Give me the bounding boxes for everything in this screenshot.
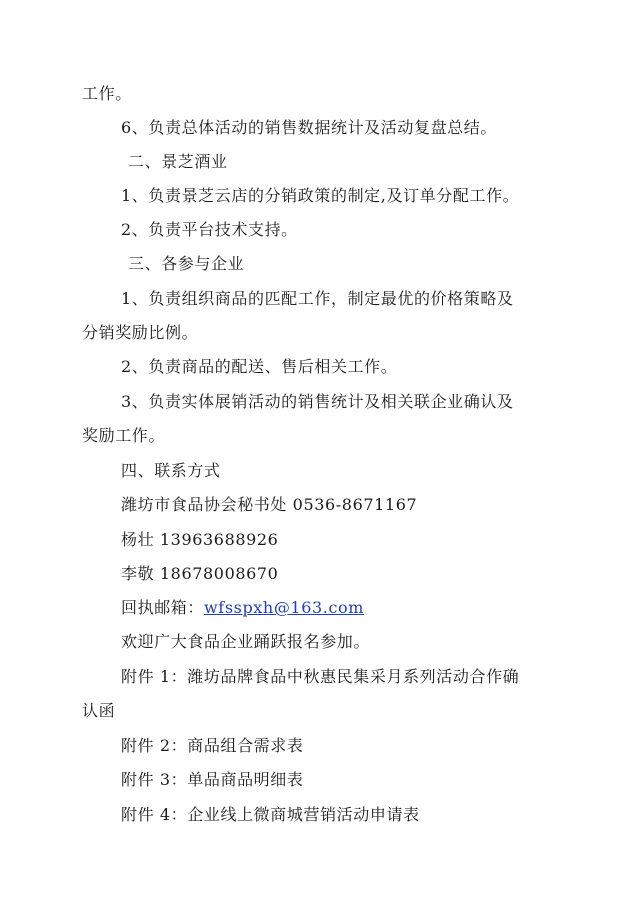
receipt-email-line [121,598,364,618]
attachment-line: 认函 [82,701,116,720]
attachment-line: 附件 2：商品组合需求表 [121,736,304,755]
receipt-email-link[interactable]: wfsspxh@163.com [204,598,365,617]
contact-line: 李敬 18678008670 [121,564,279,583]
contact-line: 杨壮 13963688926 [121,530,279,549]
text-line: 3、负责实体展销活动的销售统计及相关联企业确认及 [121,392,514,411]
attachment-line: 附件 4：企业线上微商城营销活动申请表 [121,805,420,824]
text-line: 6、负责总体活动的销售数据统计及活动复盘总结。 [121,118,497,137]
attachment-line: 附件 1：潍坊品牌食品中秋惠民集采月系列活动合作确 [121,667,520,686]
section-heading: 四、联系方式 [121,461,221,480]
text-line: 欢迎广大食品企业踊跃报名参加。 [121,632,371,651]
section-heading: 二、景芝酒业 [128,152,228,171]
text-line: 分销奖励比例。 [82,323,199,342]
text-line: 2、负责平台技术支持。 [121,220,298,239]
text-line: 1、负责组织商品的匹配工作，制定最优的价格策略及 [121,289,514,308]
contact-line: 潍坊市食品协会秘书处 0536-8671167 [121,495,418,514]
text-line: 奖励工作。 [82,426,166,445]
text-line: 工作。 [82,84,132,103]
receipt-email-label: 回执邮箱： [121,598,205,617]
text-line: 2、负责商品的配送、售后相关工作。 [121,357,398,376]
text-line: 1、负责景芝云店的分销政策的制定,及订单分配工作。 [121,186,520,205]
attachment-line: 附件 3：单品商品明细表 [121,770,304,789]
section-heading: 三、各参与企业 [128,254,245,273]
